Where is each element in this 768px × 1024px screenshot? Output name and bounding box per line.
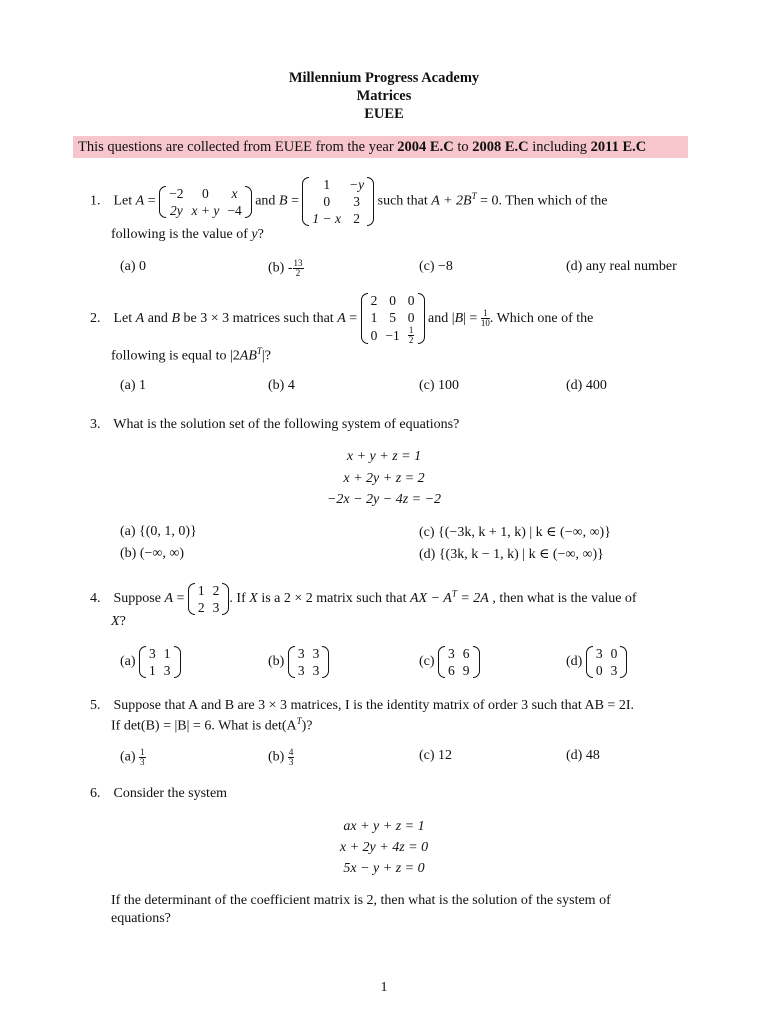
option-a: (a) $\frac{1}{3}$ (120, 747, 145, 767)
exam-title: EUEE (364, 106, 404, 122)
option-b: (b) $\frac{4}{3}$ (268, 747, 294, 767)
option-b: (b) - $\frac{13}{2}$ (268, 258, 303, 278)
matrix-a: 1 2 2 3 (188, 582, 230, 616)
equation-3: −2x − 2y − 4z = −2 (326, 492, 442, 507)
source-banner: This questions are collected from EUEE from the year 2004 E.C to 2008 E.C including 2011 E.C (73, 136, 688, 158)
subject-title: Matrices (356, 88, 412, 104)
option-c: (c) 12 (419, 748, 453, 763)
matrix-b: 1 −y 0 3 1 − x 2 (302, 176, 374, 227)
option-b: (b) 4 (268, 378, 295, 393)
option-b: (b) (−∞, ∞) (120, 546, 185, 561)
equation-1: x + y + z = 1 (346, 449, 422, 464)
option-c: (c) −8 (419, 259, 453, 274)
option-c: (c) 100 (419, 378, 460, 393)
question-text: equations? (111, 911, 171, 926)
question-number: 4. (90, 591, 101, 607)
question-number: 6. (90, 786, 101, 801)
question-number: 2. (90, 310, 101, 326)
option-b: (b) 3 3 3 3 (268, 645, 329, 679)
option-c: (c) 3 6 6 9 (419, 645, 480, 679)
question-number: 5. (90, 698, 101, 713)
option-a: (a) {(0, 1, 0)} (120, 524, 197, 539)
matrix-a: 2 0 0 1 5 0 0 −1 $\frac{1}{2}$ (361, 292, 425, 345)
page-number: 1 (380, 980, 388, 995)
option-a: (a) 1 (120, 378, 147, 393)
option-d: (d) {(3k, k − 1, k) | k ∈ (−∞, ∞)} (419, 547, 604, 562)
matrix-a: −2 0 x 2y x + y −4 (159, 185, 252, 219)
equation-2: x + 2y + 4z = 0 (339, 840, 429, 855)
option-c: (c) {(−3k, k + 1, k) | k ∈ (−∞, ∞)} (419, 525, 611, 540)
question-number: 1. (90, 193, 101, 209)
option-a: (a) 0 (120, 259, 147, 274)
question-number: 3. (90, 417, 101, 432)
question-text: If the determinant of the coefficient matrix is 2, then what is the solution of the system of (111, 893, 611, 908)
option-d: (d) 3 0 0 3 (566, 645, 627, 679)
option-d: (d) 400 (566, 378, 607, 393)
equation-1: ax + y + z = 1 (343, 819, 425, 834)
school-title: Millennium Progress Academy (288, 70, 480, 86)
option-d: (d) 48 (566, 748, 600, 763)
option-d: (d) any real number (566, 259, 677, 274)
equation-2: x + 2y + z = 2 (343, 471, 425, 486)
option-a: (a) 3 1 1 3 (120, 645, 181, 679)
equation-3: 5x − y + z = 0 (343, 861, 425, 876)
